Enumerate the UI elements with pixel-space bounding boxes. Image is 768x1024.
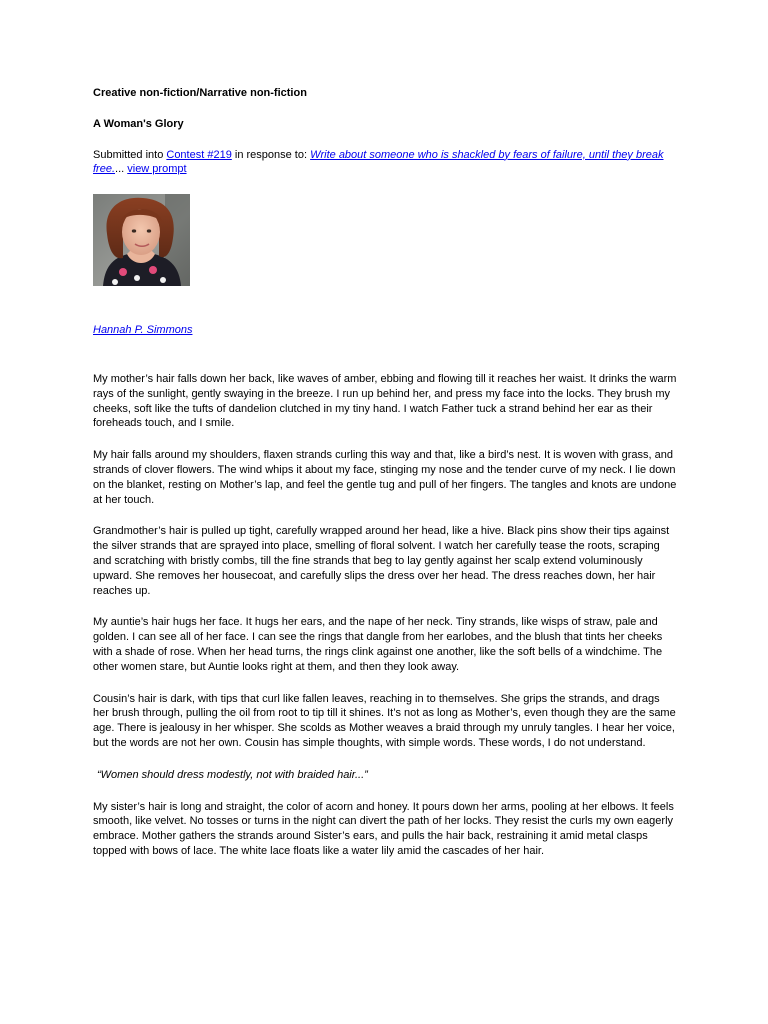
- prompt-link[interactable]: Write about someone who is shackled by fears of failure, until they break free.: [93, 148, 664, 176]
- author-name-wrapper: [93, 323, 678, 338]
- story-paragraph: Cousin’s hair is dark, with tips that curl like fallen leaves, reaching in to themselves. She grips the strands, and drags her brush through, pulling the oil from root to tip till it shines. It’s not as long as Mother’s, even though they are the same age. There is jealousy in her whisper. She scolds as Mother weaves a braid through my unruly tangles. I hear her voice, but the words are not her own. Cousin has simple thoughts, with simple words. These words, I do not understand.: [93, 692, 676, 749]
- submission-middle: in response to:: [231, 148, 311, 161]
- author-name-link[interactable]: Hannah P. Simmons: [93, 324, 193, 337]
- submission-ellipsis: ...: [115, 163, 128, 176]
- author-photo-icon: [93, 194, 190, 286]
- story-paragraph: My sister’s hair is long and straight, the color of acorn and honey. It pours down her arms, pooling at her elbows. It feels smooth, like velvet. No tosses or turns in the night can divert the path of her locks. They resist the curls my own eagerly embrace. Mother gathers the strands around Sister’s ears, and pulls the hair back, restraining it amid metal clasps topped with bows of lace. The white lace floats like a water lily amid the cascades of her hair.: [93, 800, 674, 857]
- story-category: Creative non-fiction/Narrative non-fiction: [93, 87, 307, 99]
- document-page: [93, 86, 678, 876]
- story-paragraph: Grandmother’s hair is pulled up tight, carefully wrapped around her head, like a hive. Black pins show their tips against the silver strands that are sprayed into place, smelling of floral solvent. I watch her carefully tease the roots, scraping and scratching with bristly combs, till the fine strands that beg to lay gently against her scalp extend voluminously upward. She removes her housecoat, and carefully slips the dress over her head. The dress reaches down, her hair reaches up.: [93, 525, 670, 597]
- story-paragraph: My auntie’s hair hugs her face. It hugs her ears, and the nape of her neck. Tiny strands, like wisps of straw, pale and golden. I can see all of her face. I can see the rings that dangle from her earlobes, and the blush that tints her cheeks with a shade of rose. When her head turns, the rings clink against one another, like the soft bells of a windchime. The other women stare, but Auntie looks right at them, and then they look away.: [93, 616, 663, 673]
- contest-link[interactable]: Contest #219: [166, 148, 232, 161]
- story-title: A Woman's Glory: [93, 117, 184, 130]
- story-body: [93, 372, 678, 859]
- submission-prefix: Submitted into: [93, 148, 167, 161]
- story-paragraph: My mother’s hair falls down her back, like waves of amber, ebbing and flowing till it reaches her waist. It drinks the warm rays of the sunlight, gently swaying in the breeze. I run up behind her, and press my face into the locks. They brush my cheeks, soft like the tufts of dandelion clutched in my tiny hand. I watch Father tuck a strand behind her ear as their foreheads touch, and I smile.: [93, 372, 677, 430]
- view-prompt-link[interactable]: view prompt: [127, 163, 187, 176]
- submission-info: [93, 148, 678, 178]
- author-avatar: [93, 194, 190, 286]
- story-paragraph: My hair falls around my shoulders, flaxen strands curling this way and that, like a bird’s nest. It is woven with grass, and strands of clover flowers. The wind whips it about my face, stinging my nose and the tender curve of my neck. I lie down on the blanket, resting on Mother’s lap, and feel the gentle tug and pull of her fingers. The tangles and knots are undone at her touch.: [93, 449, 677, 506]
- story-quote: “Women should dress modestly, not with braided hair...”: [97, 768, 368, 781]
